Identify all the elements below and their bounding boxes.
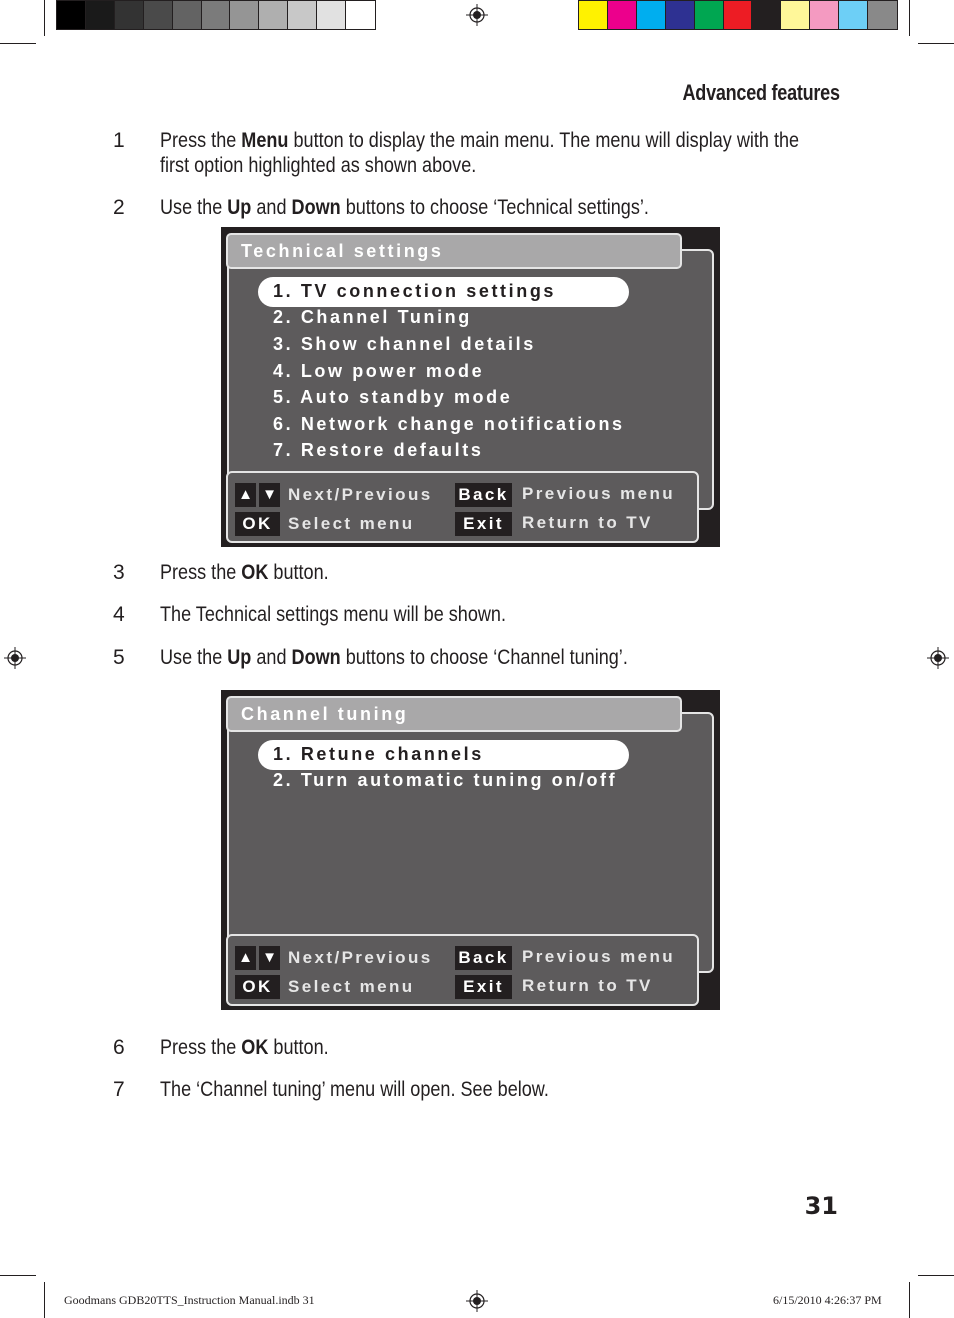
menu-title: Technical settings <box>241 241 444 261</box>
next-previous-label: Next/Previous <box>288 485 433 504</box>
crop-mark <box>909 1282 910 1318</box>
menu-footer <box>226 471 699 543</box>
step-text: Use the Up and Down buttons to choose ‘Technical settings’. <box>160 196 649 219</box>
crop-mark <box>0 43 36 44</box>
step-number: 6 <box>113 1036 125 1059</box>
menu-item-automatic-tuning[interactable]: 2. Turn automatic tuning on/off <box>273 770 618 790</box>
registration-mark-icon <box>466 1290 488 1312</box>
crop-mark <box>44 1282 45 1318</box>
step-number: 4 <box>113 603 125 626</box>
back-key: Back <box>455 946 512 970</box>
step-number: 2 <box>113 196 125 219</box>
calibration-swatch <box>230 1 259 29</box>
calibration-swatch <box>868 1 897 29</box>
return-to-tv-label: Return to TV <box>522 513 653 532</box>
previous-menu-label: Previous menu <box>522 484 676 503</box>
step-number: 5 <box>113 646 125 669</box>
select-menu-label: Select menu <box>288 514 415 533</box>
slug-filename: Goodmans GDB20TTS_Instruction Manual.indb 31 <box>64 1293 315 1307</box>
menu-item-low-power-mode[interactable]: 4. Low power mode <box>273 361 485 381</box>
grayscale-calibration-bar <box>56 0 376 30</box>
calibration-swatch <box>724 1 753 29</box>
registration-mark-icon <box>466 4 488 26</box>
registration-mark-icon <box>4 647 26 669</box>
calibration-swatch <box>144 1 173 29</box>
menu-title: Channel tuning <box>241 704 409 724</box>
menu-header <box>226 696 682 732</box>
calibration-swatch <box>810 1 839 29</box>
ok-key: OK <box>235 975 280 999</box>
previous-menu-label: Previous menu <box>522 947 676 966</box>
crop-mark <box>909 0 910 36</box>
calibration-swatch <box>346 1 375 29</box>
calibration-swatch <box>202 1 231 29</box>
technical-settings-screen <box>221 227 720 547</box>
calibration-swatch <box>86 1 115 29</box>
exit-key: Exit <box>455 512 512 536</box>
calibration-swatch <box>752 1 781 29</box>
down-arrow-icon: ▼ <box>259 483 280 507</box>
crop-mark <box>44 0 45 36</box>
menu-item-tv-connection-settings[interactable]: 1. TV connection settings <box>273 281 557 301</box>
calibration-swatch <box>317 1 346 29</box>
back-key: Back <box>455 483 512 507</box>
channel-tuning-screen <box>221 690 720 1010</box>
menu-item-channel-tuning[interactable]: 2. Channel Tuning <box>273 307 472 327</box>
up-arrow-icon: ▲ <box>235 946 256 970</box>
calibration-swatch <box>173 1 202 29</box>
section-title: Advanced features <box>682 80 840 105</box>
crop-mark <box>918 43 954 44</box>
registration-mark-icon <box>927 647 949 669</box>
step-text: Press the OK button. <box>160 1036 329 1059</box>
color-calibration-bar <box>578 0 898 30</box>
menu-item-show-channel-details[interactable]: 3. Show channel details <box>273 334 536 354</box>
calibration-swatch <box>608 1 637 29</box>
calibration-swatch <box>781 1 810 29</box>
step-number: 3 <box>113 561 125 584</box>
calibration-swatch <box>666 1 695 29</box>
up-arrow-icon: ▲ <box>235 483 256 507</box>
calibration-swatch <box>288 1 317 29</box>
calibration-swatch <box>57 1 86 29</box>
menu-item-retune-channels[interactable]: 1. Retune channels <box>273 744 484 764</box>
down-arrow-icon: ▼ <box>259 946 280 970</box>
menu-item-restore-defaults[interactable]: 7. Restore defaults <box>273 440 484 460</box>
calibration-swatch <box>259 1 288 29</box>
step-number: 1 <box>113 129 125 152</box>
slug-timestamp: 6/15/2010 4:26:37 PM <box>773 1293 882 1307</box>
step-text: Press the OK button. <box>160 561 329 584</box>
menu-item-auto-standby-mode[interactable]: 5. Auto standby mode <box>273 387 513 407</box>
calibration-swatch <box>695 1 724 29</box>
select-menu-label: Select menu <box>288 977 415 996</box>
menu-header <box>226 233 682 269</box>
exit-key: Exit <box>455 975 512 999</box>
calibration-swatch <box>637 1 666 29</box>
step-text: Use the Up and Down buttons to choose ‘Channel tuning’. <box>160 646 628 669</box>
crop-mark <box>918 1275 954 1276</box>
page-number: 31 <box>804 1192 838 1220</box>
step-text: Press the Menu button to display the main menu. The menu will display with the first option highlighted as shown above. <box>160 129 800 177</box>
step-text: The Technical settings menu will be shown. <box>160 603 507 626</box>
return-to-tv-label: Return to TV <box>522 976 653 995</box>
step-text: The ‘Channel tuning’ menu will open. See below. <box>160 1078 549 1101</box>
crop-mark <box>0 1275 36 1276</box>
calibration-swatch <box>115 1 144 29</box>
menu-footer <box>226 934 699 1006</box>
ok-key: OK <box>235 512 280 536</box>
calibration-swatch <box>579 1 608 29</box>
menu-item-network-change-notifications[interactable]: 6. Network change notifications <box>273 414 625 434</box>
calibration-swatch <box>839 1 868 29</box>
next-previous-label: Next/Previous <box>288 948 433 967</box>
step-number: 7 <box>113 1078 125 1101</box>
